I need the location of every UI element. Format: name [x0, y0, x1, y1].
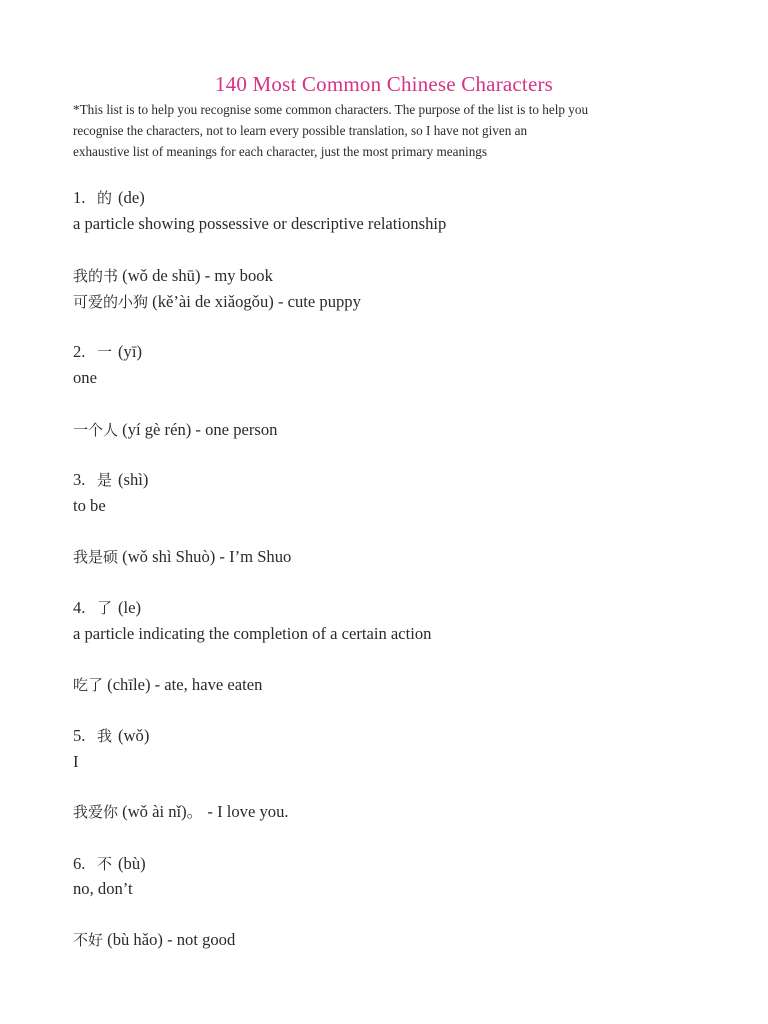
- example-translation: (wǒ ài nǐ)。 - I love you.: [118, 802, 289, 821]
- entry-character: 我: [97, 727, 113, 745]
- example-chinese: 可爱的小狗: [73, 293, 149, 311]
- intro-line: recognise the characters, not to learn every possible translation, so I have not given an: [73, 123, 528, 138]
- example-chinese: 吃了: [73, 676, 104, 694]
- entry-meaning: a particle showing possessive or descriptive relationship: [73, 214, 447, 233]
- intro-note: [73, 99, 713, 162]
- entry-heading: [73, 186, 145, 210]
- entry-number: 1.: [73, 188, 86, 207]
- example-line: [73, 928, 235, 952]
- entry-heading: [73, 468, 148, 492]
- example-line: [73, 264, 273, 288]
- entry-number: 2.: [73, 342, 86, 361]
- entry-meaning: a particle indicating the completion of a certain action: [73, 624, 432, 643]
- entry-heading: [73, 852, 146, 876]
- example-translation: (wǒ shì Shuò) - I’m Shuo: [118, 547, 292, 566]
- example-line: [73, 800, 289, 824]
- example-translation: (bù hǎo) - not good: [103, 930, 236, 949]
- entry-number: 5.: [73, 726, 86, 745]
- entry-number: 4.: [73, 598, 86, 617]
- entry-pinyin: (de): [118, 188, 145, 207]
- entry-meaning: no, don’t: [73, 879, 133, 898]
- example-chinese: 一个人: [73, 421, 119, 439]
- example-line: [73, 673, 262, 697]
- entry-pinyin: (le): [118, 598, 142, 617]
- example-chinese: 我的书: [73, 267, 119, 285]
- entry-heading: [73, 596, 141, 620]
- entry-meaning: one: [73, 368, 97, 387]
- entry-character: 不: [97, 855, 113, 873]
- example-line: [73, 290, 361, 314]
- entry-number: 6.: [73, 854, 86, 873]
- example-chinese: 我爱你: [73, 803, 119, 821]
- entry-character: 的: [97, 189, 113, 207]
- entry-pinyin: (yī): [118, 342, 142, 361]
- entry-pinyin: (shì): [118, 470, 149, 489]
- entry-heading: [73, 340, 142, 364]
- intro-line: exhaustive list of meanings for each character, just the most primary meanings: [73, 144, 488, 159]
- example-chinese: 我是硕: [73, 548, 119, 566]
- entry-number: 3.: [73, 470, 86, 489]
- entry-character: 一: [97, 343, 113, 361]
- example-translation: (kě’ài de xiǎogǒu) - cute puppy: [148, 292, 361, 311]
- intro-line: *This list is to help you recognise some common characters. The purpose of the list is to help you: [73, 102, 589, 117]
- entry-heading: [73, 724, 149, 748]
- example-line: [73, 418, 277, 442]
- entry-pinyin: (wǒ): [118, 726, 150, 745]
- entry-pinyin: (bù): [118, 854, 146, 873]
- entry-meaning: I: [73, 752, 79, 771]
- entry-meaning: to be: [73, 496, 106, 515]
- example-translation: (wǒ de shū) - my book: [118, 266, 273, 285]
- page-title: 140 Most Common Chinese Characters: [214, 72, 554, 96]
- example-translation: (yí gè rén) - one person: [118, 420, 278, 439]
- entry-character: 是: [97, 471, 113, 489]
- example-line: [73, 545, 291, 569]
- example-translation: (chīle) - ate, have eaten: [103, 675, 263, 694]
- entry-character: 了: [97, 599, 113, 617]
- example-chinese: 不好: [73, 931, 104, 949]
